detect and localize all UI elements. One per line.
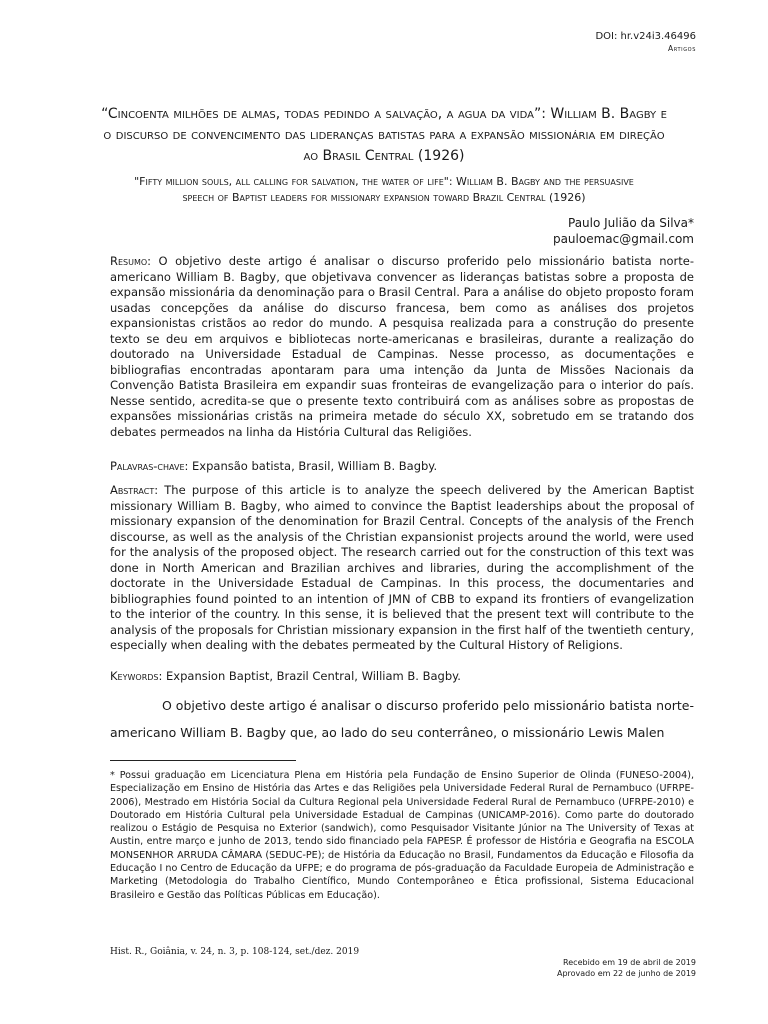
abstract-label: Abstract: [110,483,159,497]
author-name: Paulo Julião da Silva* [568,216,694,230]
article-subtitle-english: "Fifty million souls, all calling for salvation, the water of life": William B. Bagby and the persuasive speech of Baptist leaders for missionary expansion toward Brazil Central (1926) [134,175,634,204]
keywords-text: Expansion Baptist, Brazil Central, William B. Bagby. [162,669,461,683]
palavras-chave-label: Palavras-chave: [110,459,189,473]
approved-date: Aprovado em 22 de junho de 2019 [556,969,696,978]
resumo-paragraph [110,254,694,440]
section-label: Artigos [668,44,696,53]
article-title: “Cincoenta milhões de almas, todas pedindo a salvação, a agua da vida”: William B. Bagby e o discurso de convencimento das lideranças batistas para a expansão missionária em direção ao Brasil Central (1926) [101,106,667,164]
keywords-label: Keywords: [110,669,163,683]
author-footnote: * Possui graduação em Licenciatura Plena em História pela Fundação de Ensino Superior de Olinda (FUNESO-2004), Especialização em Ensino de História das Artes e das Religiões pela Universidade Federal Rural de Pernambuco (UFRPE-2006), Mestrado em História Social da Cultura Regional pela Universidade Federal Rural de Pernambuco (UFRPE-2010) e Doutorado em História Cultural pela Universidade Estadual de Campinas (UNICAMP-2016). Como parte do doutorado realizou o Estágio de Pesquisa no Exterior (sandwich), como Pesquisador Visitante Júnior na The University of Texas at Austin, entre março e junho de 2013, tendo sido financiado pela FAPESP. É professor de História e Geografia na ESCOLA MONSENHOR ARRUDA CÂMARA (SEDUC-PE); de História da Educação no Brasil, Fundamentos da Educação e Filosofia da Educação I no Centro de Educação da UFPE; e do programa de pós-graduação da Faculdade Europeia de Administração e Marketing (Metodologia do Trabalho Científico, Mundo Contemporâneo e Ética profissional, Sistema Educacional Brasileiro e Gestão das Políticas Públicas em Educação). [110,770,694,901]
received-date: Recebido em 19 de abril de 2019 [563,958,696,967]
doi-label: DOI: hr.v24i3.46496 [595,31,696,42]
abstract-text: The purpose of this article is to analyze the speech delivered by the American Baptist missionary William B. Bagby, who aimed to convince the Baptist leaderships about the proposal of missionary expansion of the denomination for Brazil Central. Concepts of the analysis of the French discourse, as well as the analysis of the Christian expansionist projects around the world, were used for the analysis of the proposed object. The research carried out for the construction of this text was done in North American and Brazilian archives and libraries, during the accomplishment of the doctorate in the Universidade Estadual de Campinas. In this process, the documentaries and bibliographies found pointed to an intention of JMN of CBB to expand its frontiers of evangelization to the interior of the country. In this sense, it is believed that the present text will contribute to the analysis of the proposals for Christian missionary expansion in the first half of the twentieth century, especially when dealing with the debates permeated by the Cultural History of Religions. [110,483,694,652]
body-paragraph: O objetivo deste artigo é analisar o discurso proferido pelo missionário batista norte-americano William B. Bagby que, ao lado do seu conterrâneo, o missionário Lewis Malen [110,698,694,740]
resumo-text: O objetivo deste artigo é analisar o discurso proferido pelo missionário batista norte-americano William B. Bagby, que objetivava convencer as lideranças batistas sobre a proposta de expansão missionária da denominação para o Brasil Central. Para a análise do objeto proposto foram usadas concepções da análise do discurso francesa, bem como as análises dos projetos expansionistas cristãos ao redor do mundo. A pesquisa realizada para a construção do presente texto se deu em arquivos e bibliotecas norte-americanas e brasileiras, durante a realização do doutorado na Universidade Estadual de Campinas. Nesse processo, as documentações e bibliografias encontradas apontaram para uma intenção da Junta de Missões Nacionais da Convenção Batista Brasileira em expandir suas fronteiras de evangelização para o interior do país. Nesse sentido, acredita-se que o presente texto contribuirá com as análises sobre as propostas de expansões missionárias cristãs na primeira metade do século XX, sobretudo em se tratando dos debates permeados na linha da História Cultural das Religiões. [110,254,694,439]
keywords-paragraph [110,669,694,685]
author-email[interactable]: pauloemac@gmail.com [552,232,694,246]
resumo-label: Resumo: [110,254,152,268]
palavras-chave-paragraph [110,459,694,475]
abstract-paragraph [110,483,694,654]
journal-citation: Hist. R., Goiânia, v. 24, n. 3, p. 108-124, set./dez. 2019 [110,947,360,957]
palavras-chave-text: Expansão batista, Brasil, William B. Bagby. [188,459,438,473]
footnote-divider [110,760,296,761]
